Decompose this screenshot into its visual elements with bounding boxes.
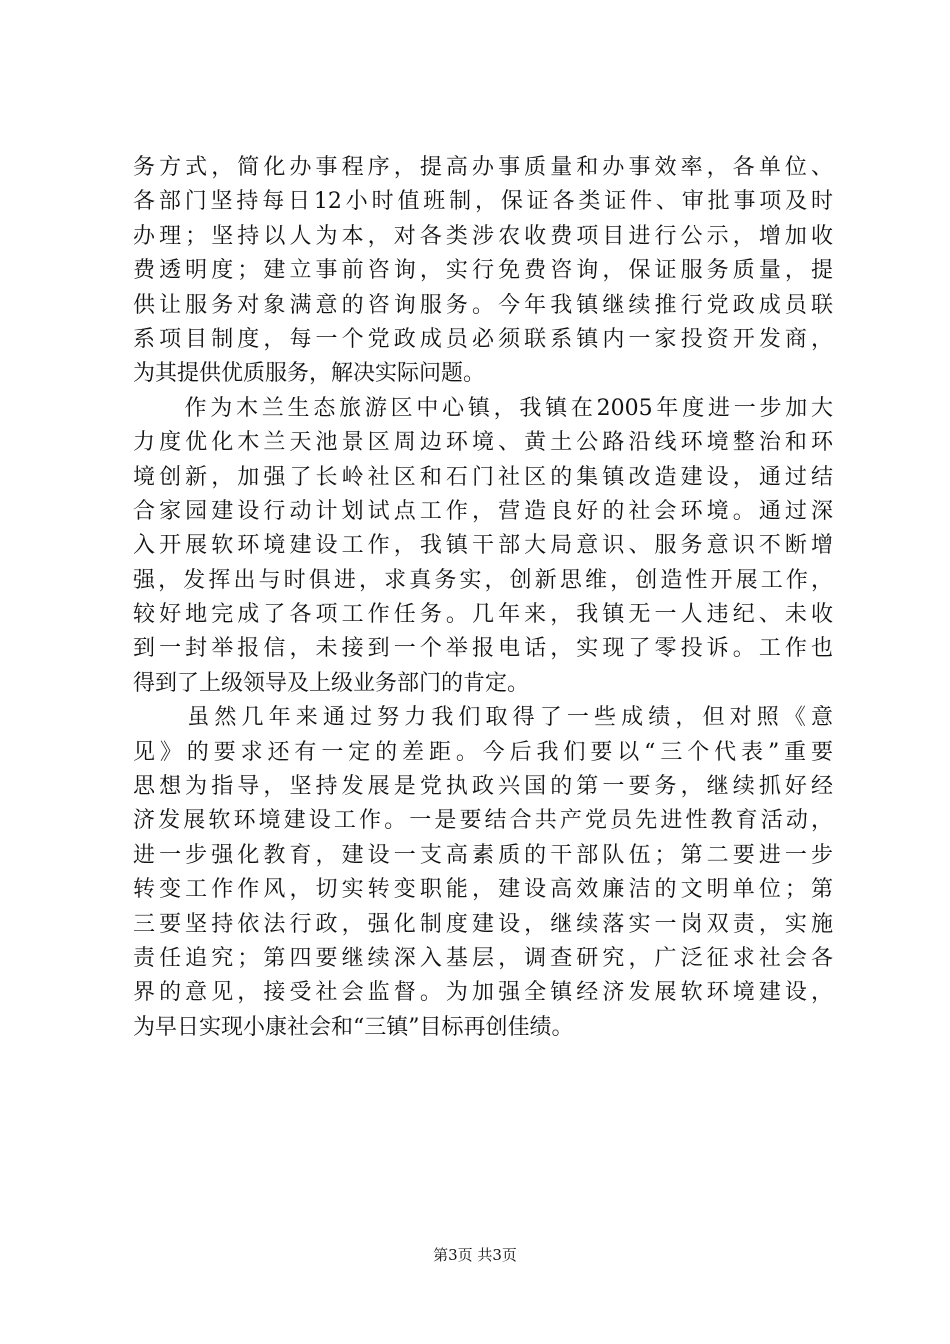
text-line: 务方式，简化办事程序，提高办事质量和办事效率，各单位、: [133, 155, 833, 180]
text-line: 为早日实现小康社会和“三镇”目标再创佳绩。: [133, 1014, 574, 1040]
text-line: 责任追究；第四要继续深入基层，调查研究，广泛征求社会各: [133, 945, 833, 971]
text-line: 办理；坚持以人为本，对各类涉农收费项目进行公示，增加收: [133, 223, 833, 249]
text-line: 进一步强化教育，建设一支高素质的干部队伍；第二要进一步: [133, 842, 833, 868]
text-line: 较好地完成了各项工作任务。几年来，我镇无一人违纪、未收: [133, 602, 833, 628]
page-footer: [0, 1244, 950, 1266]
text-line: 强，发挥出与时俱进，求真务实，创新思维，创造性开展工作，: [133, 567, 833, 593]
text-line: 为其提供优质服务，解决实际问题。: [133, 361, 486, 387]
text-line: 虽然几年来通过努力我们取得了一些成绩，但对照《意: [133, 705, 833, 731]
text-line: 费透明度；建立事前咨询，实行免费咨询，保证服务质量，提: [133, 258, 833, 284]
paragraph-3: [133, 701, 833, 1045]
text-line: 系项目制度，每一个党政成员必须联系镇内一家投资开发商，: [133, 326, 833, 352]
text-line: 供让服务对象满意的咨询服务。今年我镇继续推行党政成员联: [133, 292, 833, 318]
document-body: [133, 151, 833, 1045]
text-line: 到一封举报信，未接到一个举报电话，实现了零投诉。工作也: [133, 636, 833, 662]
text-line: 力度优化木兰天池景区周边环境、黄土公路沿线环境整治和环: [133, 430, 833, 456]
text-line: 济发展软环境建设工作。一是要结合共产党员先进性教育活动，: [133, 808, 833, 834]
text-line: 思想为指导，坚持发展是党执政兴国的第一要务，继续抓好经: [133, 774, 833, 800]
text-line: 转变工作作风，切实转变职能，建设高效廉洁的文明单位；第: [133, 877, 833, 903]
text-line: 界的意见，接受社会监督。为加强全镇经济发展软环境建设，: [133, 980, 833, 1006]
text-line: 入开展软环境建设工作，我镇干部大局意识、服务意识不断增: [133, 533, 833, 559]
text-line: 见》的要求还有一定的差距。今后我们要以“三个代表”重要: [133, 739, 833, 765]
paragraph-1: [133, 151, 833, 392]
text-line: 境创新，加强了长岭社区和石门社区的集镇改造建设，通过结: [133, 464, 833, 490]
text-line: 各部门坚持每日12小时值班制，保证各类证件、审批事项及时: [133, 189, 833, 215]
page-number-label: 第3页 共3页: [433, 1246, 517, 1264]
text-line: 三要坚持依法行政，强化制度建设，继续落实一岗双责，实施: [133, 911, 833, 937]
text-line: 作为木兰生态旅游区中心镇，我镇在2005年度进一步加大: [133, 395, 833, 421]
text-line: 合家园建设行动计划试点工作，营造良好的社会环境。通过深: [133, 498, 833, 524]
text-line: 得到了上级领导及上级业务部门的肯定。: [133, 670, 530, 696]
paragraph-2: [133, 392, 833, 702]
